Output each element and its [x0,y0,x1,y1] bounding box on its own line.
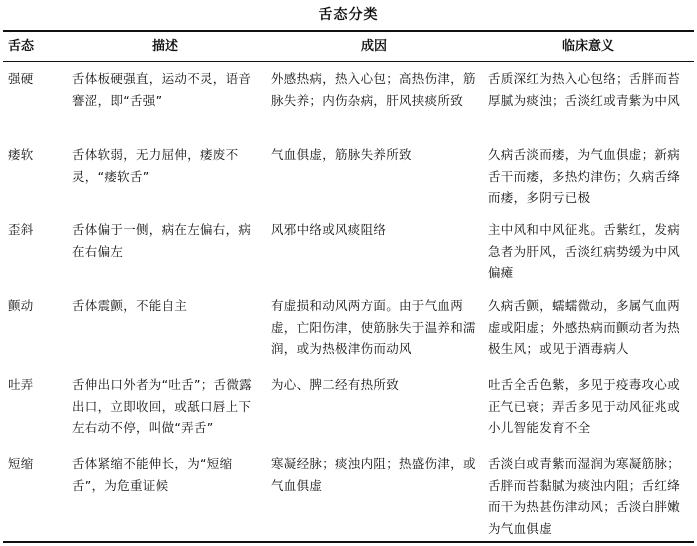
row-5-name: 吐弄 [8,377,34,392]
row-4-name: 颤动 [8,298,34,313]
row-3-cause: 风邪中络或风痰阻络 [271,222,387,237]
row-4-cause: 有虚损和动风两方面。由于气血两虚，亡阳伤津，使筋脉失于温养和濡润，或为热极津伤而动风 [271,298,476,356]
row-6-description: 舌体紧缩不能伸长，为“短缩舌”，为危重证候 [72,456,233,493]
table-bottom-rule [3,541,694,543]
row-4-meaning: 久病舌颤，蠕蠕微动，多属气血两虚或阳虚；外感热病而颤动者为热极生风；或见于酒毒病人 [488,298,681,356]
header-tongue-state: 舌态 [8,39,35,54]
row-3-name: 歪斜 [8,222,34,237]
row-1-description: 舌体板硬强直，运动不灵，语音謇涩，即“舌强” [72,71,252,108]
row-1-cause: 外感热病，热入心包；高热伤津，筋脉失养；内伤杂病，肝风挟痰所致 [271,71,476,108]
row-6-name: 短缩 [8,456,34,471]
table-header-rule [3,61,694,62]
row-2-name: 痿软 [8,147,34,162]
row-5-description: 舌伸出口外者为“吐舌”；舌微露出口，立即收回，或舐口唇上下左右动不停，叫做“弄舌” [72,377,252,435]
row-3-description: 舌体偏于一侧，病在左偏右，病在右偏左 [72,222,252,259]
row-6-cause: 寒凝经脉；痰浊内阻；热盛伤津，或气血俱虚 [271,456,476,493]
row-5-cause: 为心、脾二经有热所致 [271,377,400,392]
header-cause: 成因 [360,39,387,54]
table-title: 舌态分类 [318,7,379,23]
header-description: 描述 [151,39,178,54]
row-2-description: 舌体软弱，无力屈伸，痿废不灵，“痿软舌” [72,147,239,184]
table-top-rule [3,30,694,32]
row-6-meaning: 舌淡白或青紫而湿润为寒凝筋脉；舌胖而苔黏腻为痰浊内阻；舌红绛而干为热甚伤津动风；舌淡白胖嫩为气血俱虚 [488,456,681,536]
header-clinical-meaning: 临床意义 [561,39,614,54]
row-1-meaning: 舌质深红为热入心包络；舌胖而苔厚腻为痰浊；舌淡红或青紫为中风 [488,71,681,108]
row-4-description: 舌体震颤，不能自主 [72,298,188,313]
row-3-meaning: 主中风和中风征兆。舌紫红，发病急者为肝风，舌淡红病势缓为中风偏瘫 [488,222,681,280]
row-1-name: 强硬 [8,71,34,86]
row-2-meaning: 久病舌淡而痿，为气血俱虚；新病舌干而痿，多热灼津伤；久病舌绛而痿，多阴亏已极 [488,147,681,205]
row-5-meaning: 吐舌全舌色紫，多见于疫毒攻心或正气已衰；弄舌多见于动风征兆或小儿智能发育不全 [488,377,681,435]
row-2-cause: 气血俱虚，筋脉失养所致 [271,147,412,162]
